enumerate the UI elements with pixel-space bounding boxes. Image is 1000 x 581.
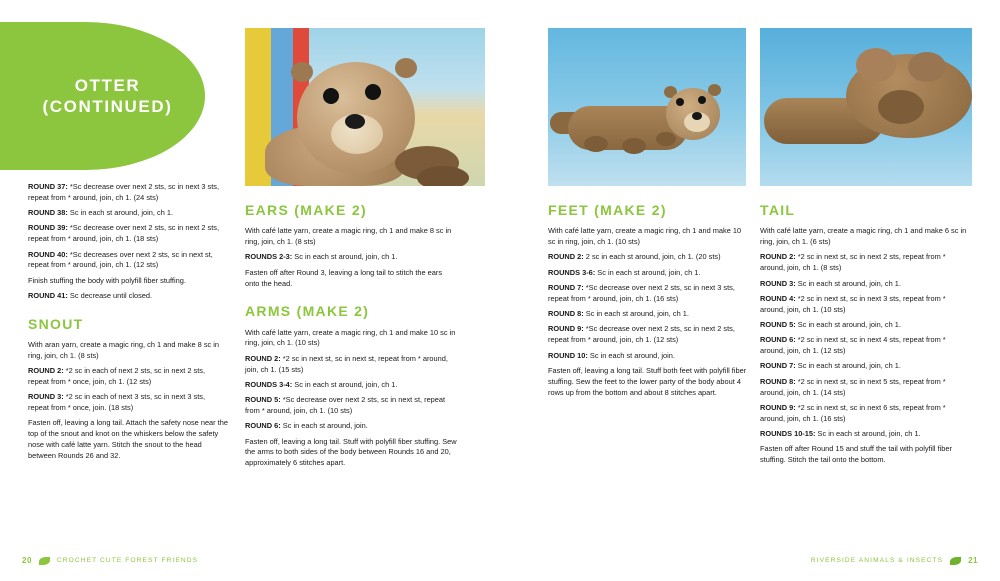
instruction-round [548, 268, 748, 279]
instruction-text: *Sc decrease over next 2 sts, sc in next 3 sts, repeat from * around, join, ch 1. (24 sts) [28, 182, 220, 202]
photo-2-otter-foot-2 [622, 138, 646, 154]
round-label: ROUND 4: [760, 293, 796, 303]
instruction-text: With café latte yarn, create a magic ring, ch 1 and make 10 sc in ring, join, ch 1. (10 sts) [245, 327, 456, 348]
text-column-1 [28, 182, 228, 466]
footer-right [811, 556, 978, 565]
instruction-round [760, 294, 972, 316]
round-label: ROUND 7: [760, 361, 796, 371]
instruction-text: *2 sc in each of next 2 sts, sc in next 2 sts, repeat from * once, join, ch 1. (12 sts) [28, 366, 206, 387]
instruction-round [245, 380, 457, 391]
photo-1-otter-eye-right [365, 84, 381, 100]
instruction-note [245, 226, 457, 248]
instruction-round [28, 366, 228, 388]
text-column-2 [245, 200, 457, 474]
page-footer [0, 551, 1000, 565]
round-label: ROUND 2: [548, 252, 584, 262]
round-label: ROUND 40: [28, 249, 68, 259]
instruction-text: Sc in each st around, join. [589, 350, 675, 360]
instruction-text: *2 sc in next st, sc in next 2 sts, repeat from * around, join, ch 1. (8 sts) [760, 252, 946, 273]
instruction-round [548, 351, 748, 362]
instruction-round [245, 421, 457, 432]
instruction-note [28, 340, 228, 362]
round-label: ROUNDS 2-3: [245, 252, 293, 262]
instruction-round [548, 309, 748, 320]
instruction-text: Sc in each st around, join, ch 1. [294, 252, 398, 262]
round-label: ROUND 8: [760, 376, 796, 386]
round-label: ROUNDS 10-15: [760, 428, 816, 438]
section-badge-otter [0, 22, 205, 170]
instruction-round [760, 252, 972, 274]
instruction-note [245, 437, 457, 469]
round-label: ROUND 9: [760, 402, 796, 412]
instruction-text: With café latte yarn, create a magic ring, ch 1 and make 10 sc in ring, join, ch 1. (10 sts) [548, 226, 742, 247]
page-number-left: 20 [22, 556, 32, 565]
instruction-round [245, 252, 457, 263]
photo-1-otter-eye-left [323, 88, 339, 104]
round-label: ROUND 2: [760, 252, 796, 262]
instruction-text: Sc in each st around, join, ch 1. [69, 208, 174, 218]
photo-2-otter-nose [692, 112, 702, 120]
page-number-right: 21 [968, 556, 978, 565]
instruction-text: Sc in each st around, join, ch 1. [797, 278, 901, 288]
section-heading: SNOUT [28, 315, 84, 332]
instruction-text: With café latte yarn, create a magic ring, ch 1 and make 8 sc in ring, join, ch 1. (8 sts) [245, 226, 452, 247]
photo-2-otter-foot-1 [584, 136, 608, 152]
round-label: ROUND 5: [760, 319, 796, 329]
round-label: ROUND 2: [245, 353, 281, 363]
photo-1-otter-nose [345, 114, 365, 129]
instruction-round [760, 320, 972, 331]
round-label: ROUNDS 3-4: [245, 379, 293, 389]
round-label: ROUND 2: [28, 366, 64, 376]
instruction-note [245, 328, 457, 350]
round-label: ROUND 3: [28, 392, 64, 402]
instruction-text: Fasten off, leaving a long tail. Stuff with polyfill fiber stuffing. Sew the arms to both sides of the body between Rounds 16 and 20, approximately 6 stitches apart. [245, 436, 457, 468]
photo-1-otter-arm-lower [417, 166, 469, 186]
photo-3-otter-limb-2 [908, 52, 946, 82]
instruction-note [760, 226, 972, 248]
round-label: ROUND 8: [548, 309, 584, 319]
instruction-text: Fasten off, leaving a long tail. Attach the safety nose near the top of the snout and knot on the whiskers below the safety nose with café latte yarn. Stitch the snout to the head between Rounds 26 and 32. [28, 418, 228, 460]
photo-1-otter-ear-left [291, 62, 313, 82]
section-heading: ARMS (MAKE 2) [245, 303, 370, 320]
section-badge-line2: (CONTINUED) [42, 97, 173, 116]
instruction-round [548, 324, 748, 346]
footer-chapter-title: RIVERSIDE ANIMALS & INSECTS [810, 557, 944, 564]
instruction-text: *2 sc in next st, sc in next 4 sts, repeat from * around, join, ch 1. (12 sts) [760, 335, 946, 356]
instruction-text: *Sc decreases over next 2 sts, sc in next st, repeat from * around, join, ch 1. (12 sts) [28, 249, 213, 270]
instruction-round [760, 335, 972, 357]
instruction-text: Sc in each st around, join, ch 1. [797, 319, 901, 329]
round-label: ROUND 38: [28, 208, 68, 218]
instruction-round [548, 252, 748, 263]
instruction-round [760, 361, 972, 372]
instruction-text: *Sc decrease over next 2 sts, sc in next 3 sts, repeat from * around, join, ch 1. (16 sts) [548, 283, 735, 303]
instruction-round [28, 182, 228, 204]
instruction-text: *2 sc in next st, sc in next 3 sts, repeat from * around, join, ch 1. (10 sts) [760, 293, 946, 314]
instruction-round [760, 279, 972, 290]
leaf-icon [39, 557, 50, 565]
instruction-round [28, 250, 228, 272]
instruction-text: 2 sc in each st around, join, ch 1. (20 sts) [585, 252, 721, 262]
footer-book-title: CROCHET CUTE FOREST FRIENDS [56, 557, 199, 564]
photo-2-otter-foot-3 [656, 132, 676, 146]
instruction-text: Sc in each st around, join, ch 1. [817, 428, 921, 438]
photo-otter-head-closeup [245, 28, 485, 186]
instruction-round [28, 208, 228, 219]
instruction-text: Sc in each st around, join. [282, 421, 368, 431]
instruction-text: *2 sc in next st, sc in next 5 sts, repeat from * around, join, ch 1. (14 sts) [760, 376, 946, 397]
section-heading: TAIL [760, 202, 796, 218]
instruction-note [548, 226, 748, 248]
photo-otter-full-body [548, 28, 746, 186]
round-label: ROUND 5: [245, 395, 281, 405]
instruction-note [548, 366, 748, 398]
instruction-note [28, 276, 228, 287]
instruction-note [245, 268, 457, 290]
instruction-text: With aran yarn, create a magic ring, ch 1 and make 8 sc in ring, join, ch 1. (8 sts) [28, 340, 220, 360]
instruction-round [760, 377, 972, 399]
section-badge-line1: OTTER [74, 75, 141, 95]
round-label: ROUND 9: [548, 324, 584, 334]
section-heading: EARS (MAKE 2) [245, 202, 367, 218]
photo-2-otter-eye-left [676, 98, 684, 106]
instruction-text: With café latte yarn, create a magic ring, ch 1 and make 6 sc in ring, join, ch 1. (6 sts) [760, 226, 967, 247]
instruction-note [760, 444, 972, 466]
section-badge-title [33, 75, 173, 118]
photo-2-otter-eye-right [698, 96, 706, 104]
instruction-text: Sc in each st around, join, ch 1. [797, 361, 901, 371]
instruction-text: Fasten off after Round 15 and stuff the tail with polyfill fiber stuffing. Stitch the tail onto the bottom. [760, 444, 952, 465]
instruction-text: *Sc decrease over next 2 sts, sc in next 2 sts, repeat from * around, join, ch 1. (12 sts) [548, 324, 735, 345]
round-label: ROUND 39: [28, 223, 68, 233]
round-label: ROUND 37: [28, 182, 68, 191]
round-label: ROUND 10: [548, 350, 588, 360]
section-heading: FEET (MAKE 2) [548, 202, 667, 218]
instruction-text: *2 sc in next st, sc in next st, repeat from * around, join, ch 1. (15 sts) [245, 353, 448, 374]
instruction-text: Sc in each st around, join, ch 1. [294, 379, 398, 389]
instruction-round [548, 283, 748, 305]
instruction-text: Sc decrease until closed. [69, 291, 153, 300]
instruction-text: Fasten off after Round 3, leaving a long tail to stitch the ears onto the head. [245, 267, 443, 288]
instruction-round [245, 354, 457, 376]
instruction-round [760, 403, 972, 425]
photo-otter-tail-closeup [760, 28, 972, 186]
instruction-text: *2 sc in each of next 3 sts, sc in next 3 sts, repeat from * once, join. (18 sts) [28, 392, 206, 413]
photo-1-otter-ear-right [395, 58, 417, 78]
round-label: ROUND 6: [760, 335, 796, 345]
instruction-round [760, 429, 972, 440]
text-column-4 [760, 200, 972, 470]
round-label: ROUND 6: [245, 421, 281, 431]
instruction-round [28, 392, 228, 414]
round-label: ROUNDS 3-6: [548, 267, 596, 277]
instruction-round [245, 395, 457, 417]
instruction-text: Sc in each st around, join, ch 1. [597, 267, 701, 277]
instruction-round [28, 291, 228, 302]
instruction-text: *Sc decrease over next 2 sts, sc in next st, repeat from * around, join, ch 1. (10 sts) [245, 395, 446, 416]
instruction-note [28, 418, 228, 461]
leaf-icon [950, 557, 961, 565]
round-label: ROUND 3: [760, 278, 796, 288]
instruction-text: Sc in each st around, join, ch 1. [585, 309, 689, 319]
footer-left [22, 556, 198, 565]
round-label: ROUND 7: [548, 283, 584, 293]
photo-3-otter-limb-3 [878, 90, 924, 124]
round-label: ROUND 41: [28, 291, 68, 300]
text-column-3 [548, 200, 748, 403]
instruction-round [28, 223, 228, 245]
instruction-text: *2 sc in next st, sc in next 6 sts, repeat from * around, join, ch 1. (16 sts) [760, 402, 946, 423]
instruction-text: Finish stuffing the body with polyfill fiber stuffing. [28, 275, 186, 285]
photo-3-otter-limb-1 [856, 48, 896, 82]
instruction-text: *Sc decrease over next 2 sts, sc in next 2 sts, repeat from * around, join, ch 1. (18 sts) [28, 223, 220, 244]
instruction-text: Fasten off, leaving a long tail. Stuff both feet with polyfill fiber stuffing. Sew the feet to the lower party of the body about 4 rows up from the bottom and about 8 stitches apart. [548, 365, 747, 397]
